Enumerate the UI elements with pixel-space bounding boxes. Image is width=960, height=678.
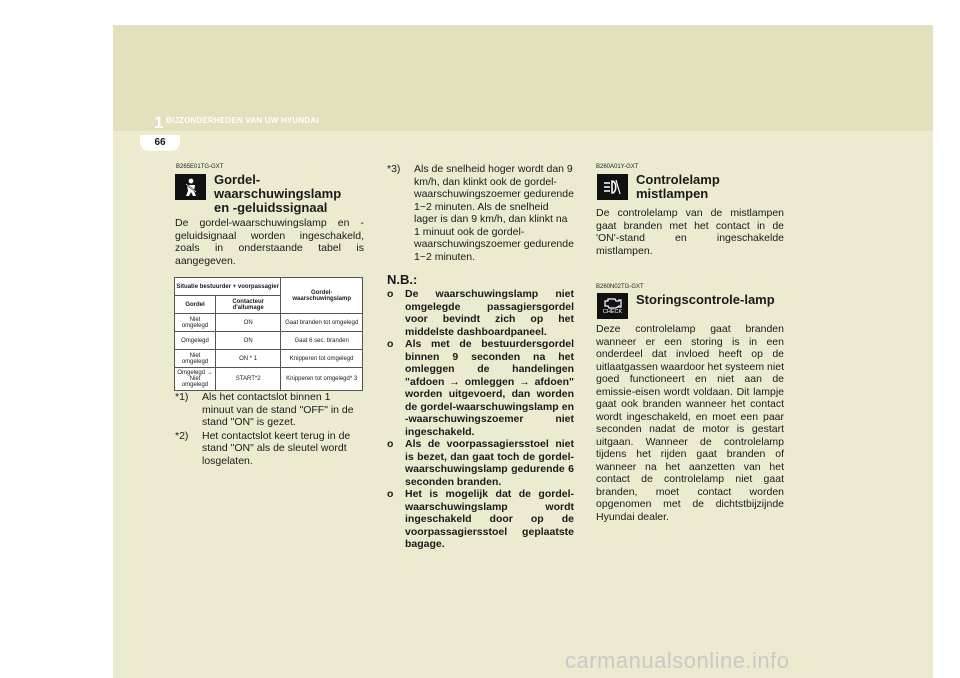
section-title-seatbelt	[214, 173, 364, 215]
check-body: Deze controlelamp gaat branden wanneer er een storing is in een onderdeel dat invloed heeft op de uitlaatgassen waardoor het systeem niet goed functioneert en niet aan de emissie-eisen wordt voldaan. Dit lampje gaat ook branden wanneer het contact wordt ingeschakeld, en moet een paar seconden nadat de motor is gestart uitgaan. Wanneer de controlelamp tijdens het rijden gaat branden of wanneer na het aanzetten van het contact de controlelamp niet gaat branden, moet contact worden opgenomen met de dichtstbijzijnde Hyundai dealer.	[596, 323, 784, 523]
seatbelt-footnotes	[175, 391, 364, 468]
chapter-title: BIJZONDERHEDEN VAN UW HYUNDAI	[166, 116, 319, 125]
title-line: Controlelamp	[636, 172, 720, 187]
check-engine-icon	[597, 293, 628, 319]
table-row	[175, 350, 363, 368]
table-cell-line: Niet omgelegd	[181, 376, 209, 388]
watermark: carmanualsonline.info	[565, 648, 790, 673]
footnote-key: *3)	[387, 163, 401, 175]
fog-lamp-icon	[597, 174, 628, 200]
fog-body: De controlelamp van de mistlampen gaat branden met het contact in de 'ON'-stand en ingeschakelde mistlampen.	[596, 207, 784, 257]
section-title-check: Storingscontrole-lamp	[636, 292, 775, 307]
table-cell: ON * 1	[215, 350, 280, 368]
table-header-group: Situatie bestuurder + voorpassagier	[175, 278, 281, 296]
seatbelt-warning-icon	[175, 174, 206, 200]
nb-list	[387, 288, 574, 551]
table-cell: Niet omgelegd	[175, 350, 216, 368]
page-number: 66	[140, 135, 180, 151]
footnote-key: *2)	[175, 429, 189, 442]
list-item	[387, 338, 574, 438]
bullet: o	[387, 438, 394, 450]
table-cell: Omgelegd	[175, 332, 216, 350]
section-code: B260A01Y-GXT	[596, 164, 639, 170]
nb-title: N.B.:	[387, 272, 418, 287]
table-cell: START*2	[215, 368, 280, 391]
footnote-key: *1)	[175, 391, 189, 403]
nb-text: Als de voorpassagiersstoel niet is bezet, dan gaat toch de gordel-waarschuwingslamp gedurende 6 seconden branden.	[405, 438, 574, 488]
list-item	[387, 438, 574, 488]
seatbelt-body: De gordel-waarschuwingslamp en -geluidsignaal worden ingeschakeld, zoals in onderstaande tabel is aangegeven.	[175, 217, 364, 267]
footnote-text: Als het contactslot binnen 1 minuut van de stand "OFF" in de stand "ON" is gezet.	[202, 391, 354, 428]
bullet: o	[387, 488, 394, 500]
bullet: o	[387, 288, 394, 300]
list-item	[387, 488, 574, 551]
table-cell: Knipperen tot omgelegd* 3	[281, 368, 363, 391]
table-cell-line: Omgelegd →	[177, 370, 213, 376]
table-row	[175, 332, 363, 350]
footnote-3	[387, 163, 574, 264]
section-code: B265E01TG-GXT	[176, 164, 224, 170]
nb-text: De waarschuwingslamp niet omgelegde passagiersgordel voor bevindt zich op het middelste dashboardpaneel.	[405, 288, 574, 338]
table-row	[175, 314, 363, 332]
footnote-text: Als de snelheid hoger wordt dan 9 km/h, dan klinkt ook de gordel-waarschuwingszoemer gedurende 1~2 minuten. Als de snelheid lager is dan 9 km/h, dan klinkt na 1 minuut ook de gordel-waarschuwingszoemer gedurende 1~2 minuten.	[414, 163, 574, 263]
list-item	[387, 288, 574, 338]
footnote	[175, 430, 364, 468]
table-cell: Gaat 6 sec. branden	[281, 332, 363, 350]
table-cell: Niet omgelegd	[175, 314, 216, 332]
title-line: mistlampen	[636, 186, 709, 201]
seatbelt-table	[174, 277, 363, 391]
bullet: o	[387, 338, 394, 350]
table-header-belt: Gordel	[175, 296, 216, 314]
table-cell: ON	[215, 314, 280, 332]
chapter-number: 1	[154, 113, 164, 132]
footnote	[175, 391, 364, 429]
title-line: en -geluidssignaal	[214, 200, 328, 215]
table-row	[175, 368, 363, 391]
table-cell: Knipperen tot omgelegd	[281, 350, 363, 368]
footnote-text: Het contactslot keert terug in de stand "ON" als de sleutel wordt losgelaten.	[202, 429, 351, 467]
title-line: waarschuwingslamp	[214, 186, 342, 201]
table-header-lamp: Gordel-waarschuwingslamp	[281, 278, 363, 314]
table-cell	[175, 368, 216, 391]
section-title-fog	[636, 173, 776, 201]
section-code: B260N02TG-GXT	[596, 284, 644, 290]
table-header-ignition: Contacteur d'allumage	[215, 296, 280, 314]
nb-text: Als met de bestuurdersgordel binnen 9 seconden na het omleggen de handelingen "afdoen → omleggen → afdoen" worden uitgevoerd, dan worden de gordel-waarschuwingslamp en -waarschuwingszoemer niet ingeschakeld.	[405, 338, 574, 438]
table-cell: Gaat branden tot omgelegd	[281, 314, 363, 332]
title-line: Gordel-	[214, 172, 261, 187]
footnote	[387, 163, 574, 263]
nb-text: Het is mogelijk dat de gordel-waarschuwingslamp wordt ingeschakeld door op de voorpassagiersstoel geplaatste bagage.	[405, 488, 574, 550]
check-label: CHECK	[602, 309, 623, 315]
table-cell: ON	[215, 332, 280, 350]
